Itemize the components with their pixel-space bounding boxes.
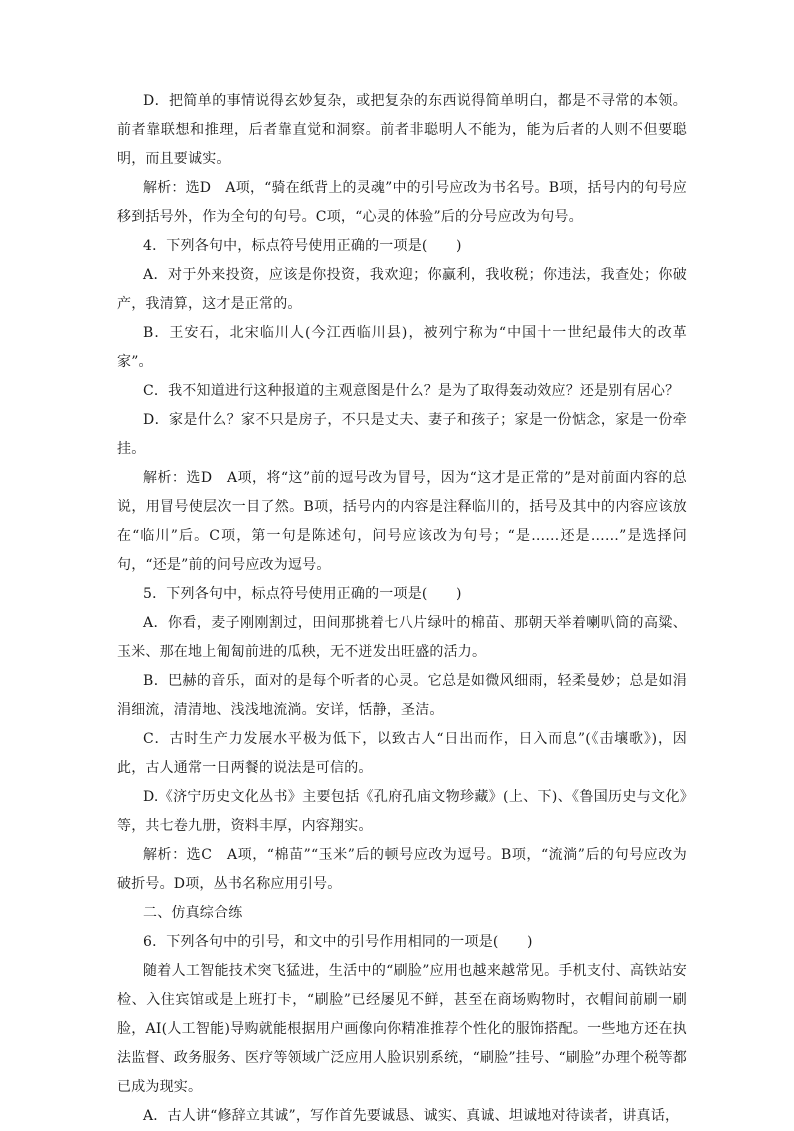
question-6-option-a: A．古人讲“修辞立其诚”，写作首先要诚恳、诚实、真诚、坦诚地对待读者，讲真话， [143,1108,680,1124]
analysis-q5: 解析：选C A项，“棉苗”“玉米”后的顿号应改为逗号。B项，“流淌”后的句号应改为破折号。D项，丛书名称应用引号。 [117,847,687,892]
question-4-option-c: C．我不知道进行这种报道的主观意图是什么？是为了取得轰动效应？还是别有居心？ [143,383,680,399]
question-5-option-c: C．古时生产力发展水平极为低下，以致古人“日出而作，日入而息”(《击壤歌》)，因此，古人通常一日两餐的说法是可信的。 [117,731,687,776]
option-d-paragraph: D．把简单的事情说得玄妙复杂，或把复杂的东西说得简单明白，都是不寻常的本领。前者靠联想和推理，后者靠直觉和洞察。前者非聪明人不能为，能为后者的人则不但要聪明，而且要诚实。 [117,93,687,167]
question-4-stem: 4．下列各句中，标点符号使用正确的一项是( ) [143,238,462,254]
question-4-option-a: A．对于外来投资，应该是你投资，我欢迎；你赢利，我收税；你违法，我查处；你破产，我清算，这才是正常的。 [117,267,687,312]
question-5-option-a: A．你看，麦子刚刚割过，田间那挑着七八片绿叶的棉苗、那朝天举着喇叭筒的高粱、玉米、那在地上匍匐前进的瓜秧，无不迸发出旺盛的活力。 [117,615,687,660]
question-5-option-d: D.《济宁历史文化丛书》主要包括《孔府孔庙文物珍藏》(上、下)、《鲁国历史与文化》等，共七卷九册，资料丰厚，内容翔实。 [117,789,687,834]
question-6-passage: 随着人工智能技术突飞猛进，生活中的“刷脸”应用也越来越常见。手机支付、高铁站安检、入住宾馆或是上班打卡，“刷脸”已经屡见不鲜，甚至在商场购物时，衣帽间前刷一刷脸，AI(人工智能)导购就能根据用户画像向你精准推荐个性化的服饰搭配。一些地方还在执法监督、政务服务、医疗等领域广泛应用人脸识别系统，“刷脸”挂号、“刷脸”办理个税等都已成为现实。 [117,963,687,1095]
analysis-q4: 解析：选D A项，将“这”前的逗号改为冒号，因为“这才是正常的”是对前面内容的总说，用冒号使层次一目了然。B项，括号内的内容是注释临川的，括号及其中的内容应该放在“临川”后。C项，第一句是陈述句，问号应该改为句号；“是……还是……”是选择问句，“还是”前的问号应改为逗号。 [117,470,687,573]
document-body [117,87,687,1131]
question-5-option-b: B．巴赫的音乐，面对的是每个听者的心灵。它总是如微风细雨，轻柔曼妙；总是如涓涓细流，清清地、浅浅地流淌。安详，恬静，圣洁。 [117,673,687,718]
question-5-stem: 5．下列各句中，标点符号使用正确的一项是( ) [143,586,462,602]
question-4-option-d: D．家是什么？家不只是房子，不只是丈夫、妻子和孩子；家是一份惦念，家是一份牵挂。 [117,412,687,457]
question-4-option-b: B．王安石，北宋临川人(今江西临川县)，被列宁称为“中国十一世纪最伟大的改革家”。 [117,325,687,370]
section-heading: 二、仿真综合练 [143,905,243,921]
question-6-stem: 6．下列各句中的引号，和文中的引号作用相同的一项是( ) [143,934,533,950]
analysis-q3: 解析：选D A项，“骑在纸背上的灵魂”中的引号应改为书名号。B项，括号内的句号应移到括号外，作为全句的句号。C项，“心灵的体验”后的分号应改为句号。 [117,180,687,225]
